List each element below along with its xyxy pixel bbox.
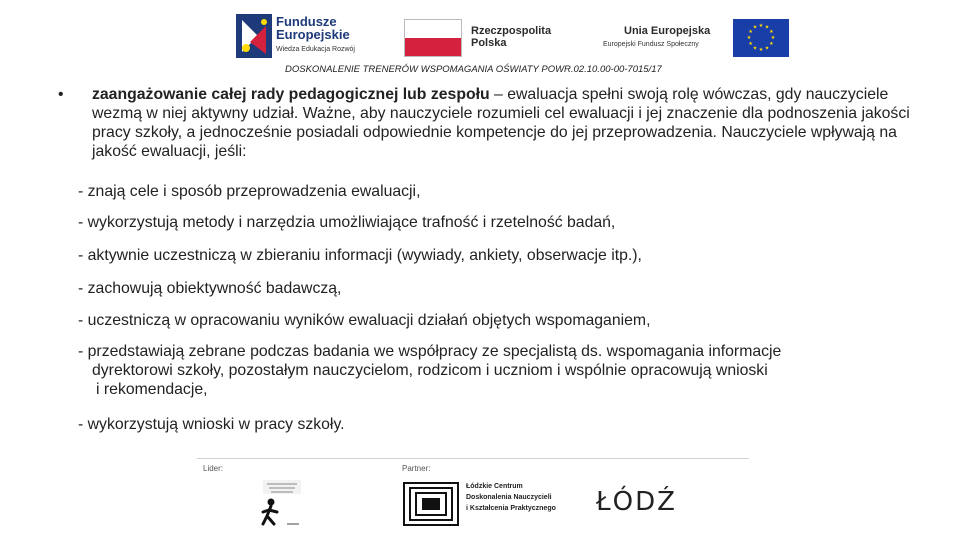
bullet-icon: • xyxy=(58,86,64,103)
svg-text:★: ★ xyxy=(752,24,758,31)
list-item: - wykorzystują wnioski w pracy szkoły. xyxy=(78,416,345,433)
svg-text:★: ★ xyxy=(764,24,770,31)
list-item: - aktywnie uczestniczą w zbieraniu informacji (wywiady, ankiety, obserwacje itp.), xyxy=(78,247,642,264)
svg-text:★: ★ xyxy=(748,41,753,47)
list-item-continuation: i rekomendacje, xyxy=(96,381,208,398)
fundusze-europejskie-logo-icon xyxy=(236,14,272,58)
lead-bold-text: zaangażowanie całej rady pedagogicznej lub zespołu xyxy=(92,86,490,103)
list-item: - zachowują obiektywność badawczą, xyxy=(78,280,342,297)
svg-text:★: ★ xyxy=(764,45,770,52)
poland-flag-icon xyxy=(404,19,462,57)
list-item: - uczestniczą w opracowaniu wyników ewaluacji działań objętych wspomaganiem, xyxy=(78,312,651,329)
list-item: - wykorzystują metody i narzędzia umożliwiające trafność i rzetelność badań, xyxy=(78,214,616,231)
lcdnikp-text: Łódzkie Centrum Doskonalenia Nauczycieli i Kształcenia Praktycznego xyxy=(466,483,556,512)
list-item: - przedstawiają zebrane podczas badania we współpracy ze specjalistą ds. wspomagania informacje xyxy=(78,343,782,360)
rzeczpospolita-polska-text: Rzeczpospolita Polska xyxy=(471,25,552,49)
svg-text:★: ★ xyxy=(758,47,764,53)
lider-label: Lider: xyxy=(203,464,224,473)
svg-text:★: ★ xyxy=(748,29,753,35)
lodz-city-logo: ŁÓDŹ xyxy=(596,487,677,517)
svg-text:★: ★ xyxy=(769,41,774,47)
footer-divider xyxy=(197,458,749,459)
eu-title: Unia Europejska xyxy=(624,25,711,37)
svg-text:★: ★ xyxy=(770,35,776,41)
svg-text:★: ★ xyxy=(746,35,752,41)
lcdnikp-logo-icon xyxy=(403,482,459,526)
project-number-line: DOSKONALENIE TRENERÓW WSPOMAGANIA OŚWIATY POWR.02.10.00-00-7015/17 xyxy=(285,64,662,75)
list-item-continuation: dyrektorowi szkoły, pozostałym nauczycielom, rodzicom i uczniom i wspólnie opracowują wnioski xyxy=(92,362,768,379)
lider-logo-icon xyxy=(257,478,307,528)
eu-flag-icon xyxy=(733,19,789,57)
svg-text:★: ★ xyxy=(758,23,764,29)
list-item: - znają cele i sposób przeprowadzenia ewaluacji, xyxy=(78,183,421,200)
fe-title: Fundusze Europejskie xyxy=(276,14,350,42)
lead-rest-text: – ewaluacja spełni swoją rolę wówczas, gdy nauczyciele wezmą w niej aktywny udział. Ważne, aby nauczyciele rozumieli cel ewaluacji i jej znaczenie dla podnoszenia jakości pracy szkoły, a jednocześnie posiadali odpowiednie kompetencje do jej przeprowadzenia. Nauczyciele wpływają na jakość ewaluacji, jeśli: xyxy=(92,86,910,160)
fe-subtitle: Wiedza Edukacja Rozwój xyxy=(276,46,355,53)
svg-text:★: ★ xyxy=(752,45,758,52)
eu-subtitle: Europejski Fundusz Społeczny xyxy=(603,41,699,48)
partner-label: Partner: xyxy=(402,464,431,473)
svg-text:★: ★ xyxy=(769,29,774,35)
